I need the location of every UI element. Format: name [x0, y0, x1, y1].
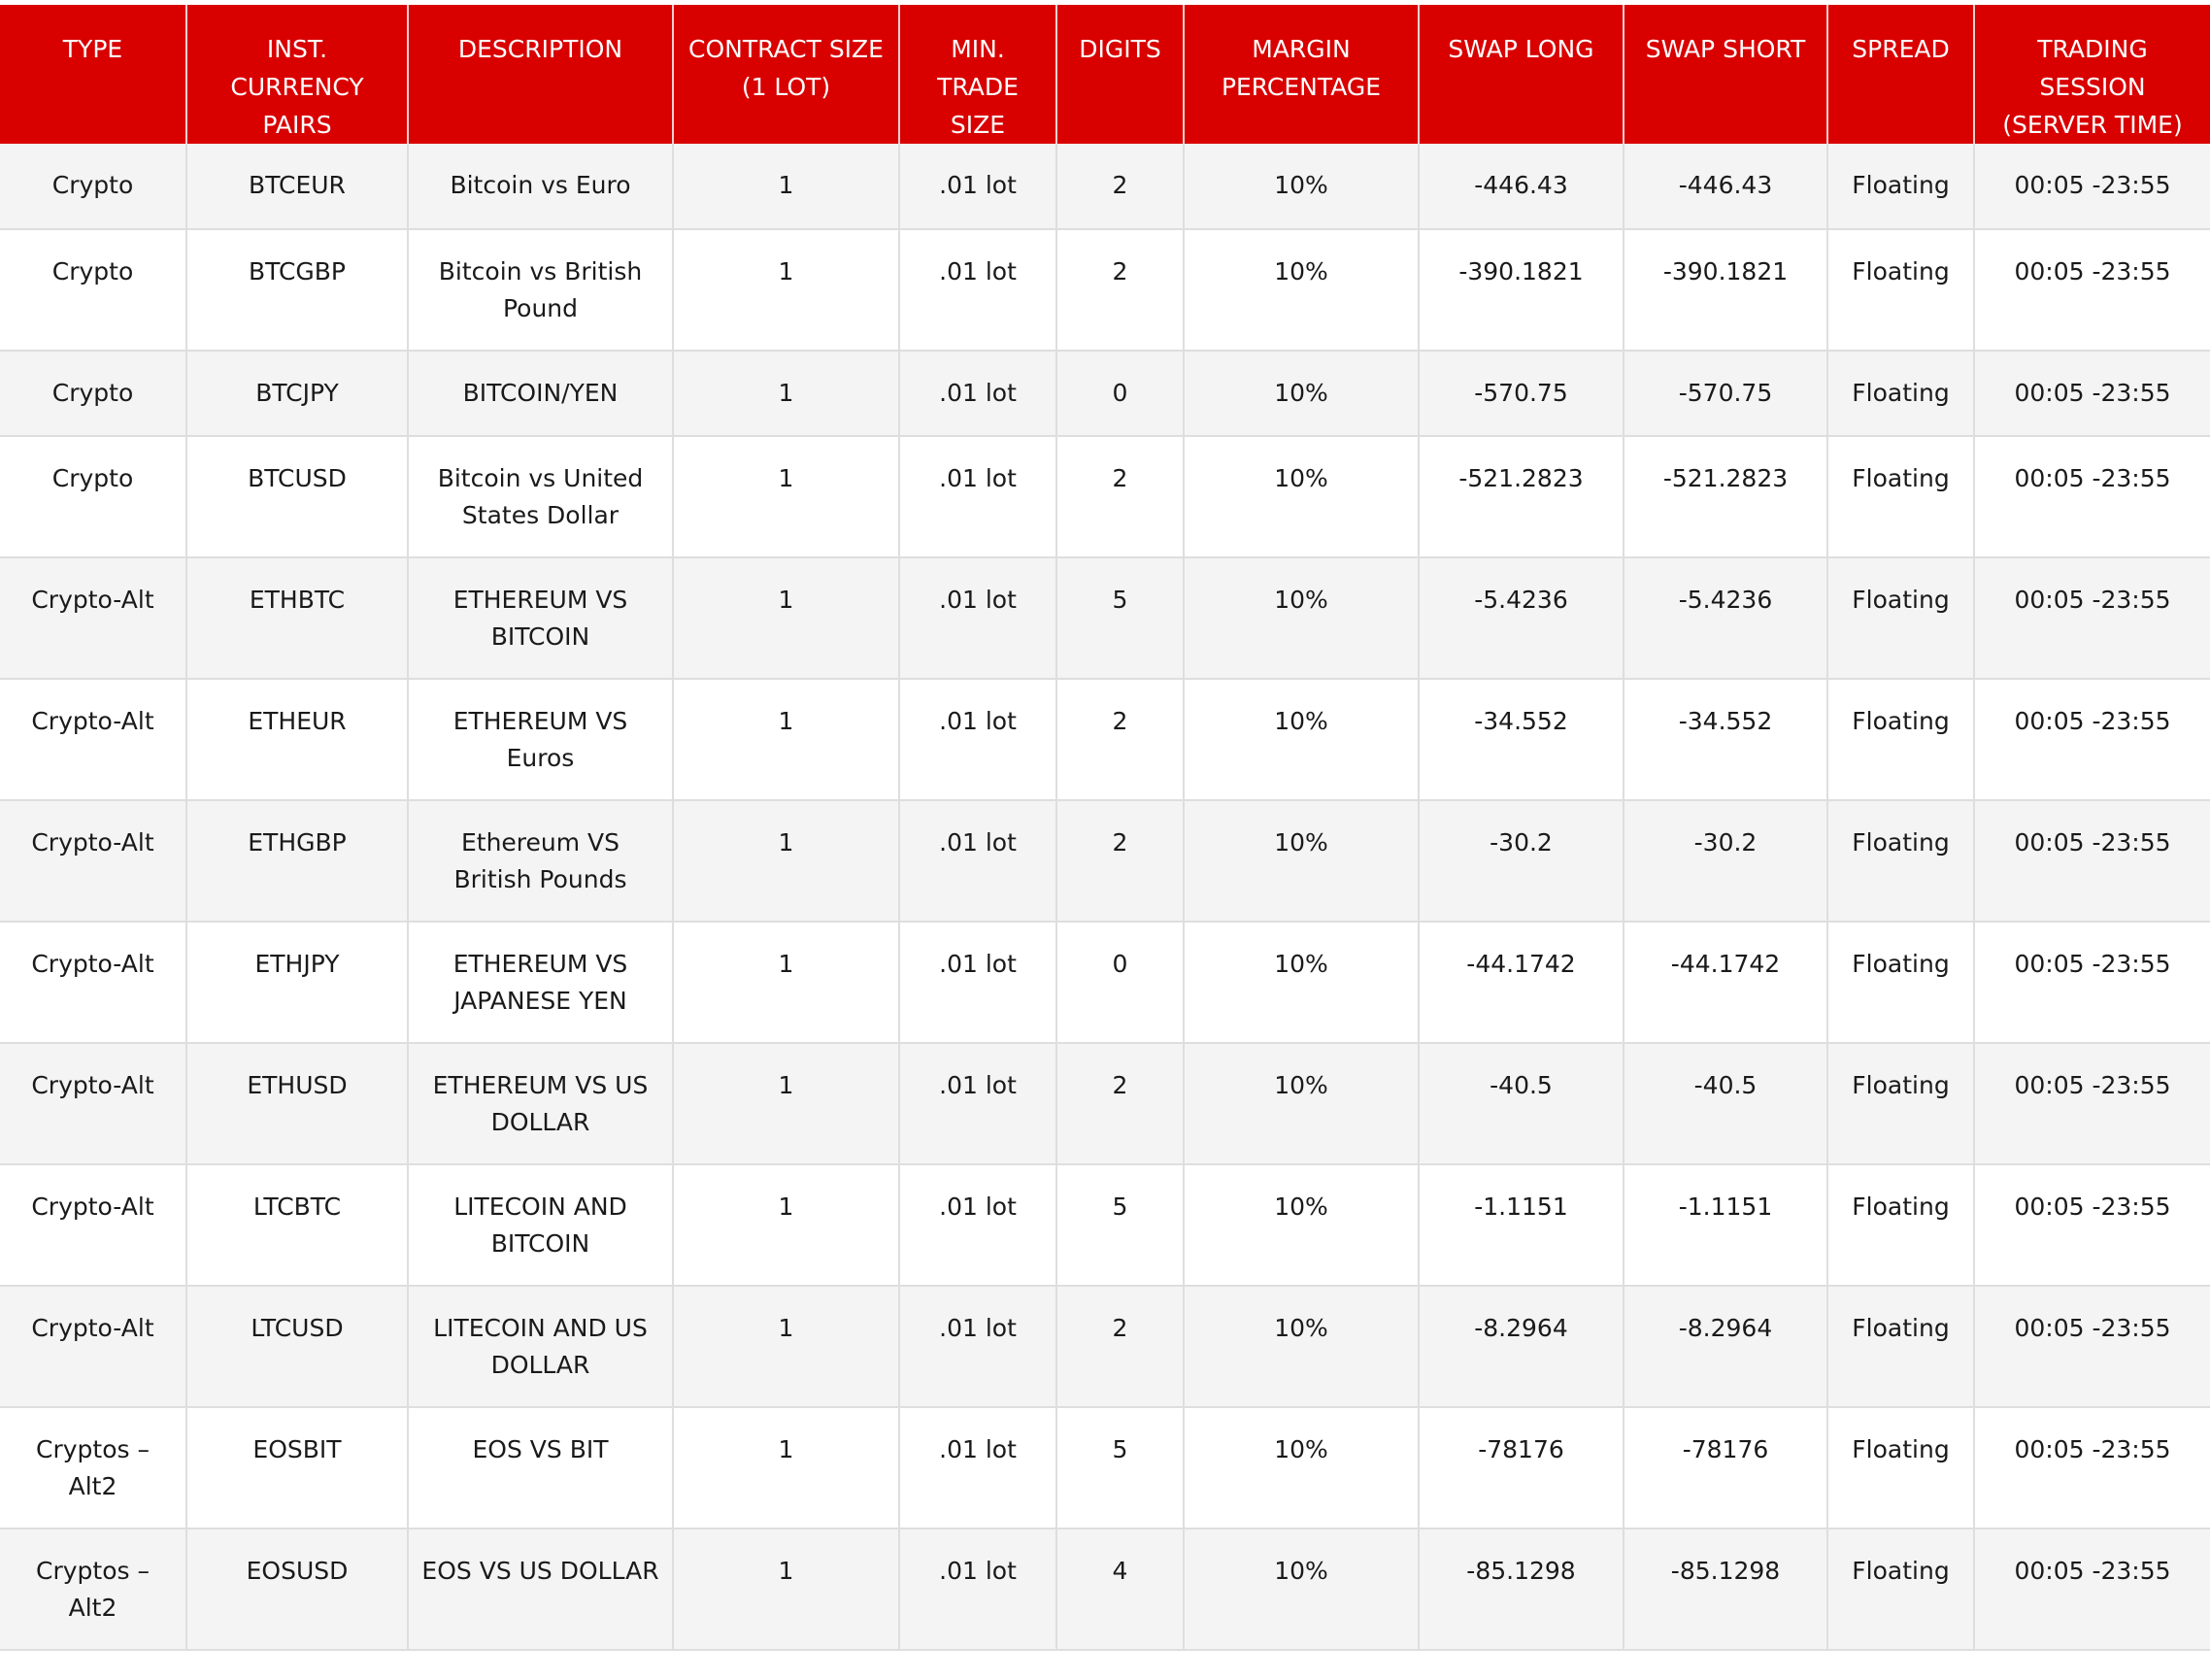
- cell-margin-percentage: 10%: [1184, 436, 1419, 557]
- cell-trading-session: 00:05 -23:55: [1974, 229, 2210, 351]
- cell-spread: Floating: [1827, 229, 1974, 351]
- cell-trading-session: 00:05 -23:55: [1974, 800, 2210, 922]
- cell-contract-size: 1: [673, 557, 899, 679]
- cell-type: Crypto-Alt: [0, 800, 186, 922]
- cell-swap-short: -446.43: [1624, 144, 1827, 229]
- cell-contract-size: 1: [673, 351, 899, 436]
- cell-swap-long: -40.5: [1419, 1043, 1624, 1164]
- cell-contract-size: 1: [673, 1164, 899, 1286]
- cell-currency-pair: LTCUSD: [186, 1286, 408, 1407]
- cell-min-trade-size: .01 lot: [899, 1164, 1056, 1286]
- cell-swap-short: -34.552: [1624, 679, 1827, 800]
- table-row: [0, 1164, 2210, 1286]
- cell-swap-long: -85.1298: [1419, 1529, 1624, 1650]
- cell-min-trade-size: .01 lot: [899, 1529, 1056, 1650]
- cell-swap-long: -44.1742: [1419, 922, 1624, 1043]
- cell-spread: Floating: [1827, 679, 1974, 800]
- cell-swap-short: -390.1821: [1624, 229, 1827, 351]
- cell-swap-short: -44.1742: [1624, 922, 1827, 1043]
- cell-description: LITECOIN AND US DOLLAR: [408, 1286, 673, 1407]
- cell-digits: 2: [1056, 229, 1184, 351]
- cell-spread: Floating: [1827, 1529, 1974, 1650]
- table-body: [0, 144, 2210, 1650]
- cell-contract-size: 1: [673, 1286, 899, 1407]
- cell-swap-short: -78176: [1624, 1407, 1827, 1529]
- cell-contract-size: 1: [673, 1407, 899, 1529]
- cell-currency-pair: ETHGBP: [186, 800, 408, 922]
- table-header-row: [0, 5, 2210, 144]
- cell-type: Cryptos – Alt2: [0, 1407, 186, 1529]
- cell-digits: 2: [1056, 436, 1184, 557]
- table-row: [0, 436, 2210, 557]
- cell-swap-short: -1.1151: [1624, 1164, 1827, 1286]
- cell-margin-percentage: 10%: [1184, 1529, 1419, 1650]
- cell-trading-session: 00:05 -23:55: [1974, 1164, 2210, 1286]
- col-header-swap-short: SWAP SHORT: [1624, 5, 1827, 144]
- cell-digits: 2: [1056, 1043, 1184, 1164]
- cell-margin-percentage: 10%: [1184, 922, 1419, 1043]
- cell-margin-percentage: 10%: [1184, 229, 1419, 351]
- cell-description: EOS VS US DOLLAR: [408, 1529, 673, 1650]
- table-row: [0, 800, 2210, 922]
- cell-min-trade-size: .01 lot: [899, 679, 1056, 800]
- cell-currency-pair: ETHBTC: [186, 557, 408, 679]
- cell-currency-pair: BTCUSD: [186, 436, 408, 557]
- cell-currency-pair: LTCBTC: [186, 1164, 408, 1286]
- cell-contract-size: 1: [673, 922, 899, 1043]
- col-header-swap-long: SWAP LONG: [1419, 5, 1624, 144]
- cell-trading-session: 00:05 -23:55: [1974, 679, 2210, 800]
- table-row: [0, 922, 2210, 1043]
- table-row: [0, 144, 2210, 229]
- cell-swap-short: -5.4236: [1624, 557, 1827, 679]
- col-header-spread: SPREAD: [1827, 5, 1974, 144]
- cell-currency-pair: BTCGBP: [186, 229, 408, 351]
- cell-swap-long: -8.2964: [1419, 1286, 1624, 1407]
- cell-swap-long: -78176: [1419, 1407, 1624, 1529]
- cell-min-trade-size: .01 lot: [899, 1286, 1056, 1407]
- cell-description: Bitcoin vs Euro: [408, 144, 673, 229]
- cell-type: Crypto: [0, 436, 186, 557]
- cell-type: Crypto-Alt: [0, 922, 186, 1043]
- cell-min-trade-size: .01 lot: [899, 229, 1056, 351]
- cell-trading-session: 00:05 -23:55: [1974, 922, 2210, 1043]
- cell-margin-percentage: 10%: [1184, 557, 1419, 679]
- cell-digits: 4: [1056, 1529, 1184, 1650]
- cell-currency-pair: ETHEUR: [186, 679, 408, 800]
- col-header-trading-session: TRADING SESSION (SERVER TIME): [1974, 5, 2210, 144]
- cell-contract-size: 1: [673, 1043, 899, 1164]
- cell-min-trade-size: .01 lot: [899, 800, 1056, 922]
- col-header-contract-size: CONTRACT SIZE (1 LOT): [673, 5, 899, 144]
- cell-trading-session: 00:05 -23:55: [1974, 557, 2210, 679]
- cell-currency-pair: ETHJPY: [186, 922, 408, 1043]
- cell-type: Crypto-Alt: [0, 1164, 186, 1286]
- cell-trading-session: 00:05 -23:55: [1974, 1529, 2210, 1650]
- cell-spread: Floating: [1827, 1043, 1974, 1164]
- cell-contract-size: 1: [673, 800, 899, 922]
- cell-description: Ethereum VS British Pounds: [408, 800, 673, 922]
- cell-margin-percentage: 10%: [1184, 144, 1419, 229]
- cell-margin-percentage: 10%: [1184, 351, 1419, 436]
- cell-min-trade-size: .01 lot: [899, 1407, 1056, 1529]
- table-row: [0, 557, 2210, 679]
- cell-swap-short: -521.2823: [1624, 436, 1827, 557]
- cell-type: Crypto-Alt: [0, 679, 186, 800]
- cell-contract-size: 1: [673, 144, 899, 229]
- cell-type: Crypto: [0, 229, 186, 351]
- cell-swap-long: -30.2: [1419, 800, 1624, 922]
- cell-type: Cryptos – Alt2: [0, 1529, 186, 1650]
- cell-currency-pair: BTCEUR: [186, 144, 408, 229]
- cell-digits: 0: [1056, 351, 1184, 436]
- cell-margin-percentage: 10%: [1184, 800, 1419, 922]
- col-header-currency-pairs: INST. CURRENCY PAIRS: [186, 5, 408, 144]
- cell-description: ETHEREUM VS Euros: [408, 679, 673, 800]
- table-row: [0, 229, 2210, 351]
- cell-contract-size: 1: [673, 436, 899, 557]
- cell-trading-session: 00:05 -23:55: [1974, 1286, 2210, 1407]
- cell-contract-size: 1: [673, 679, 899, 800]
- cell-swap-short: -8.2964: [1624, 1286, 1827, 1407]
- cell-digits: 5: [1056, 1164, 1184, 1286]
- cell-description: EOS VS BIT: [408, 1407, 673, 1529]
- cell-swap-long: -34.552: [1419, 679, 1624, 800]
- cell-spread: Floating: [1827, 144, 1974, 229]
- col-header-min-trade-size: MIN. TRADE SIZE: [899, 5, 1056, 144]
- cell-spread: Floating: [1827, 1286, 1974, 1407]
- cell-trading-session: 00:05 -23:55: [1974, 1407, 2210, 1529]
- cell-digits: 5: [1056, 557, 1184, 679]
- cell-spread: Floating: [1827, 1407, 1974, 1529]
- cell-margin-percentage: 10%: [1184, 679, 1419, 800]
- cell-description: ETHEREUM VS JAPANESE YEN: [408, 922, 673, 1043]
- cell-contract-size: 1: [673, 1529, 899, 1650]
- cell-min-trade-size: .01 lot: [899, 436, 1056, 557]
- cell-swap-long: -521.2823: [1419, 436, 1624, 557]
- cell-swap-long: -1.1151: [1419, 1164, 1624, 1286]
- cell-currency-pair: BTCJPY: [186, 351, 408, 436]
- cell-margin-percentage: 10%: [1184, 1164, 1419, 1286]
- table-row: [0, 679, 2210, 800]
- cell-description: LITECOIN AND BITCOIN: [408, 1164, 673, 1286]
- cell-currency-pair: EOSUSD: [186, 1529, 408, 1650]
- cell-swap-long: -390.1821: [1419, 229, 1624, 351]
- cell-spread: Floating: [1827, 557, 1974, 679]
- cell-min-trade-size: .01 lot: [899, 1043, 1056, 1164]
- cell-type: Crypto: [0, 351, 186, 436]
- cell-trading-session: 00:05 -23:55: [1974, 436, 2210, 557]
- cell-min-trade-size: .01 lot: [899, 922, 1056, 1043]
- cell-description: ETHEREUM VS US DOLLAR: [408, 1043, 673, 1164]
- col-header-margin-percentage: MARGIN PERCENTAGE: [1184, 5, 1419, 144]
- cell-digits: 0: [1056, 922, 1184, 1043]
- cell-currency-pair: EOSBIT: [186, 1407, 408, 1529]
- cell-swap-long: -5.4236: [1419, 557, 1624, 679]
- cell-min-trade-size: .01 lot: [899, 351, 1056, 436]
- cell-margin-percentage: 10%: [1184, 1407, 1419, 1529]
- col-header-digits: DIGITS: [1056, 5, 1184, 144]
- cell-margin-percentage: 10%: [1184, 1043, 1419, 1164]
- cell-type: Crypto: [0, 144, 186, 229]
- table-row: [0, 1529, 2210, 1650]
- cell-description: ETHEREUM VS BITCOIN: [408, 557, 673, 679]
- cell-digits: 5: [1056, 1407, 1184, 1529]
- cell-description: Bitcoin vs United States Dollar: [408, 436, 673, 557]
- table-row: [0, 1043, 2210, 1164]
- cell-swap-short: -85.1298: [1624, 1529, 1827, 1650]
- cell-min-trade-size: .01 lot: [899, 557, 1056, 679]
- cell-min-trade-size: .01 lot: [899, 144, 1056, 229]
- table-row: [0, 1286, 2210, 1407]
- cell-swap-long: -570.75: [1419, 351, 1624, 436]
- cell-swap-long: -446.43: [1419, 144, 1624, 229]
- col-header-description: DESCRIPTION: [408, 5, 673, 144]
- cell-digits: 2: [1056, 679, 1184, 800]
- cell-trading-session: 00:05 -23:55: [1974, 144, 2210, 229]
- cell-spread: Floating: [1827, 922, 1974, 1043]
- cell-spread: Floating: [1827, 436, 1974, 557]
- cell-swap-short: -40.5: [1624, 1043, 1827, 1164]
- cell-spread: Floating: [1827, 1164, 1974, 1286]
- cell-digits: 2: [1056, 144, 1184, 229]
- cell-digits: 2: [1056, 1286, 1184, 1407]
- cell-spread: Floating: [1827, 800, 1974, 922]
- cell-description: Bitcoin vs British Pound: [408, 229, 673, 351]
- cell-type: Crypto-Alt: [0, 1043, 186, 1164]
- cell-description: BITCOIN/YEN: [408, 351, 673, 436]
- cell-currency-pair: ETHUSD: [186, 1043, 408, 1164]
- cell-contract-size: 1: [673, 229, 899, 351]
- cell-swap-short: -570.75: [1624, 351, 1827, 436]
- col-header-type: TYPE: [0, 5, 186, 144]
- table-row: [0, 351, 2210, 436]
- cell-margin-percentage: 10%: [1184, 1286, 1419, 1407]
- cell-spread: Floating: [1827, 351, 1974, 436]
- cell-digits: 2: [1056, 800, 1184, 922]
- table-row: [0, 1407, 2210, 1529]
- cell-type: Crypto-Alt: [0, 557, 186, 679]
- cell-trading-session: 00:05 -23:55: [1974, 1043, 2210, 1164]
- instrument-specs-table: [0, 5, 2210, 1651]
- cell-trading-session: 00:05 -23:55: [1974, 351, 2210, 436]
- cell-swap-short: -30.2: [1624, 800, 1827, 922]
- cell-type: Crypto-Alt: [0, 1286, 186, 1407]
